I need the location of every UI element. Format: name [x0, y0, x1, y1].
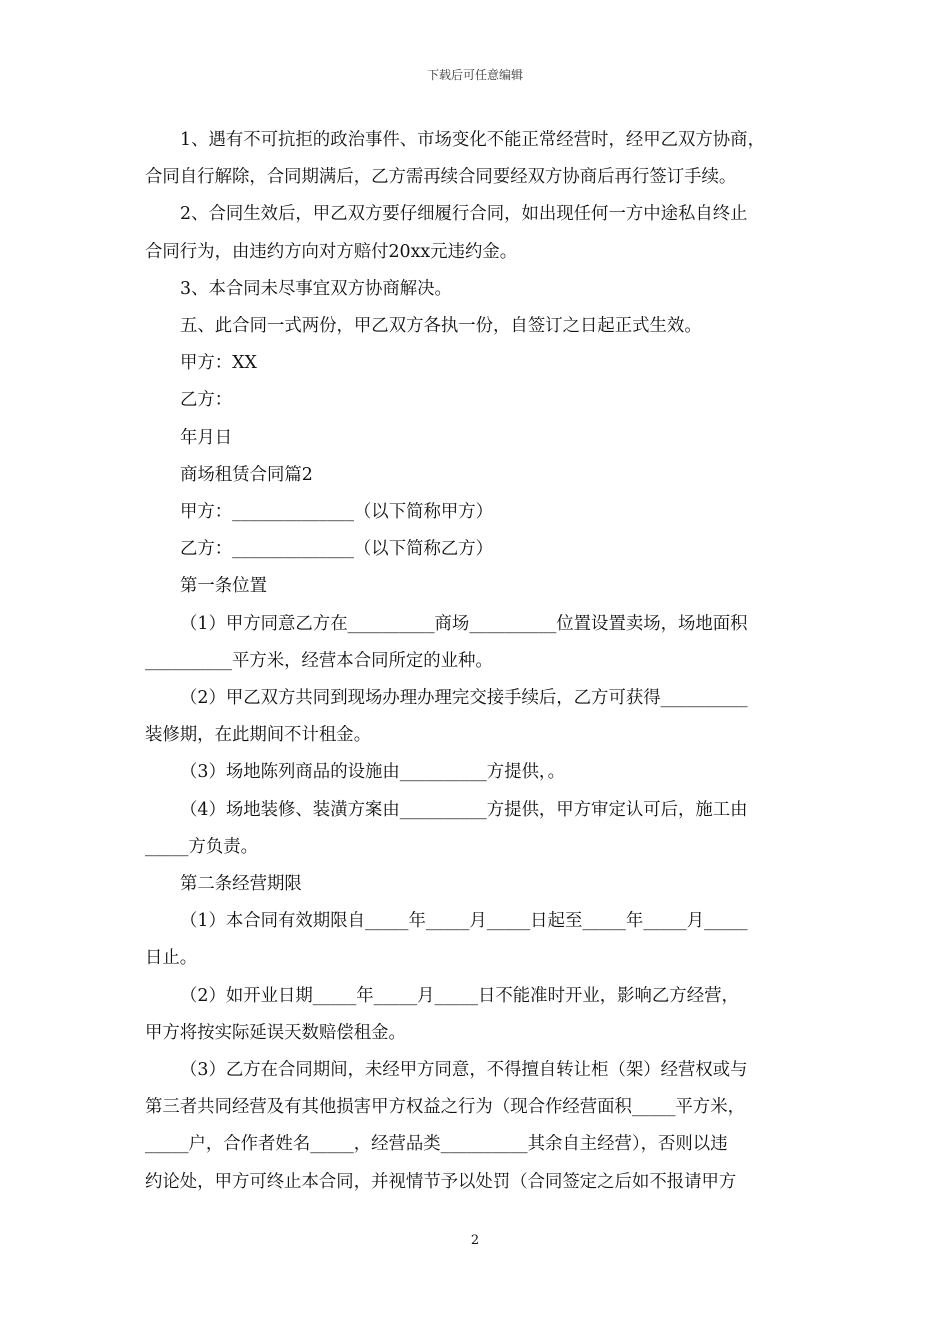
- text-line: （2）如开业日期_____年_____月_____日不能准时开业，影响乙方经营，: [180, 985, 739, 1006]
- text-line: 1、遇有不可抗拒的政治事件、市场变化不能正常经营时，经甲乙双方协商，: [180, 130, 765, 150]
- document-body: [145, 122, 810, 1201]
- text-line: （3）乙方在合同期间，未经甲方同意，不得擅自转让柜（架）经营权或与: [180, 1060, 748, 1081]
- text-line: 装修期，在此期间不计租金。: [145, 725, 372, 746]
- text-line: 乙方：______________（以下简称乙方）: [180, 539, 494, 560]
- text-line: 五、此合同一式两份，甲乙双方各执一份，自签订之日起正式生效。: [180, 316, 702, 337]
- text-line: （2）甲乙双方共同到现场办理办理完交接手续后，乙方可获得__________: [180, 688, 748, 709]
- text-line: 甲方：______________（以下简称甲方）: [180, 502, 494, 523]
- text-line: （1）甲方同意乙方在__________商场__________位置设置卖场，场地面积: [180, 613, 748, 634]
- page-number: 2: [470, 1233, 480, 1248]
- text-line: 甲方：XX: [180, 353, 257, 374]
- text-line: 第三者共同经营及有其他损害甲方权益之行为（现合作经营面积_____平方米，: [145, 1097, 745, 1118]
- section-title: 商场租赁合同篇2: [180, 464, 313, 485]
- text-line: 2、合同生效后，甲乙双方要仔细履行合同，如出现任何一方中途私自终止: [180, 204, 748, 225]
- article-heading: 第二条经营期限: [180, 874, 302, 895]
- text-line: 合同自行解除，合同期满后，乙方需再续合同要经双方协商后再行签订手续。: [145, 167, 737, 188]
- text-line: __________平方米，经营本合同所定的业种。: [145, 650, 493, 671]
- text-line: （3）场地陈列商品的设施由__________方提供，。: [180, 762, 565, 783]
- text-line: _____方负责。: [145, 836, 259, 857]
- text-line: （1）本合同有效期限自_____年_____月_____日起至_____年_____月_____: [180, 911, 748, 932]
- text-line: 合同行为，由违约方向对方赔付20xx元违约金。: [145, 241, 518, 262]
- text-line: 甲方将按实际延误天数赔偿租金。: [145, 1022, 406, 1043]
- text-line: 日止。: [145, 948, 198, 969]
- text-line: 年月日: [180, 427, 233, 448]
- text-line: （4）场地装修、装潢方案由__________方提供，甲方审定认可后，施工由: [180, 799, 748, 820]
- page-header: 下载后可任意编辑: [426, 68, 523, 82]
- text-line: _____户，合作者姓名_____，经营品类__________其余自主经营），否则以违: [145, 1134, 728, 1155]
- article-heading: 第一条位置: [180, 576, 267, 597]
- text-line: 约论处，甲方可终止本合同，并视情节予以处罚（合同签定之后如不报请甲方: [145, 1171, 737, 1192]
- text-line: 3、本合同未尽事宜双方协商解决。: [180, 278, 452, 299]
- text-line: 乙方：: [180, 390, 233, 411]
